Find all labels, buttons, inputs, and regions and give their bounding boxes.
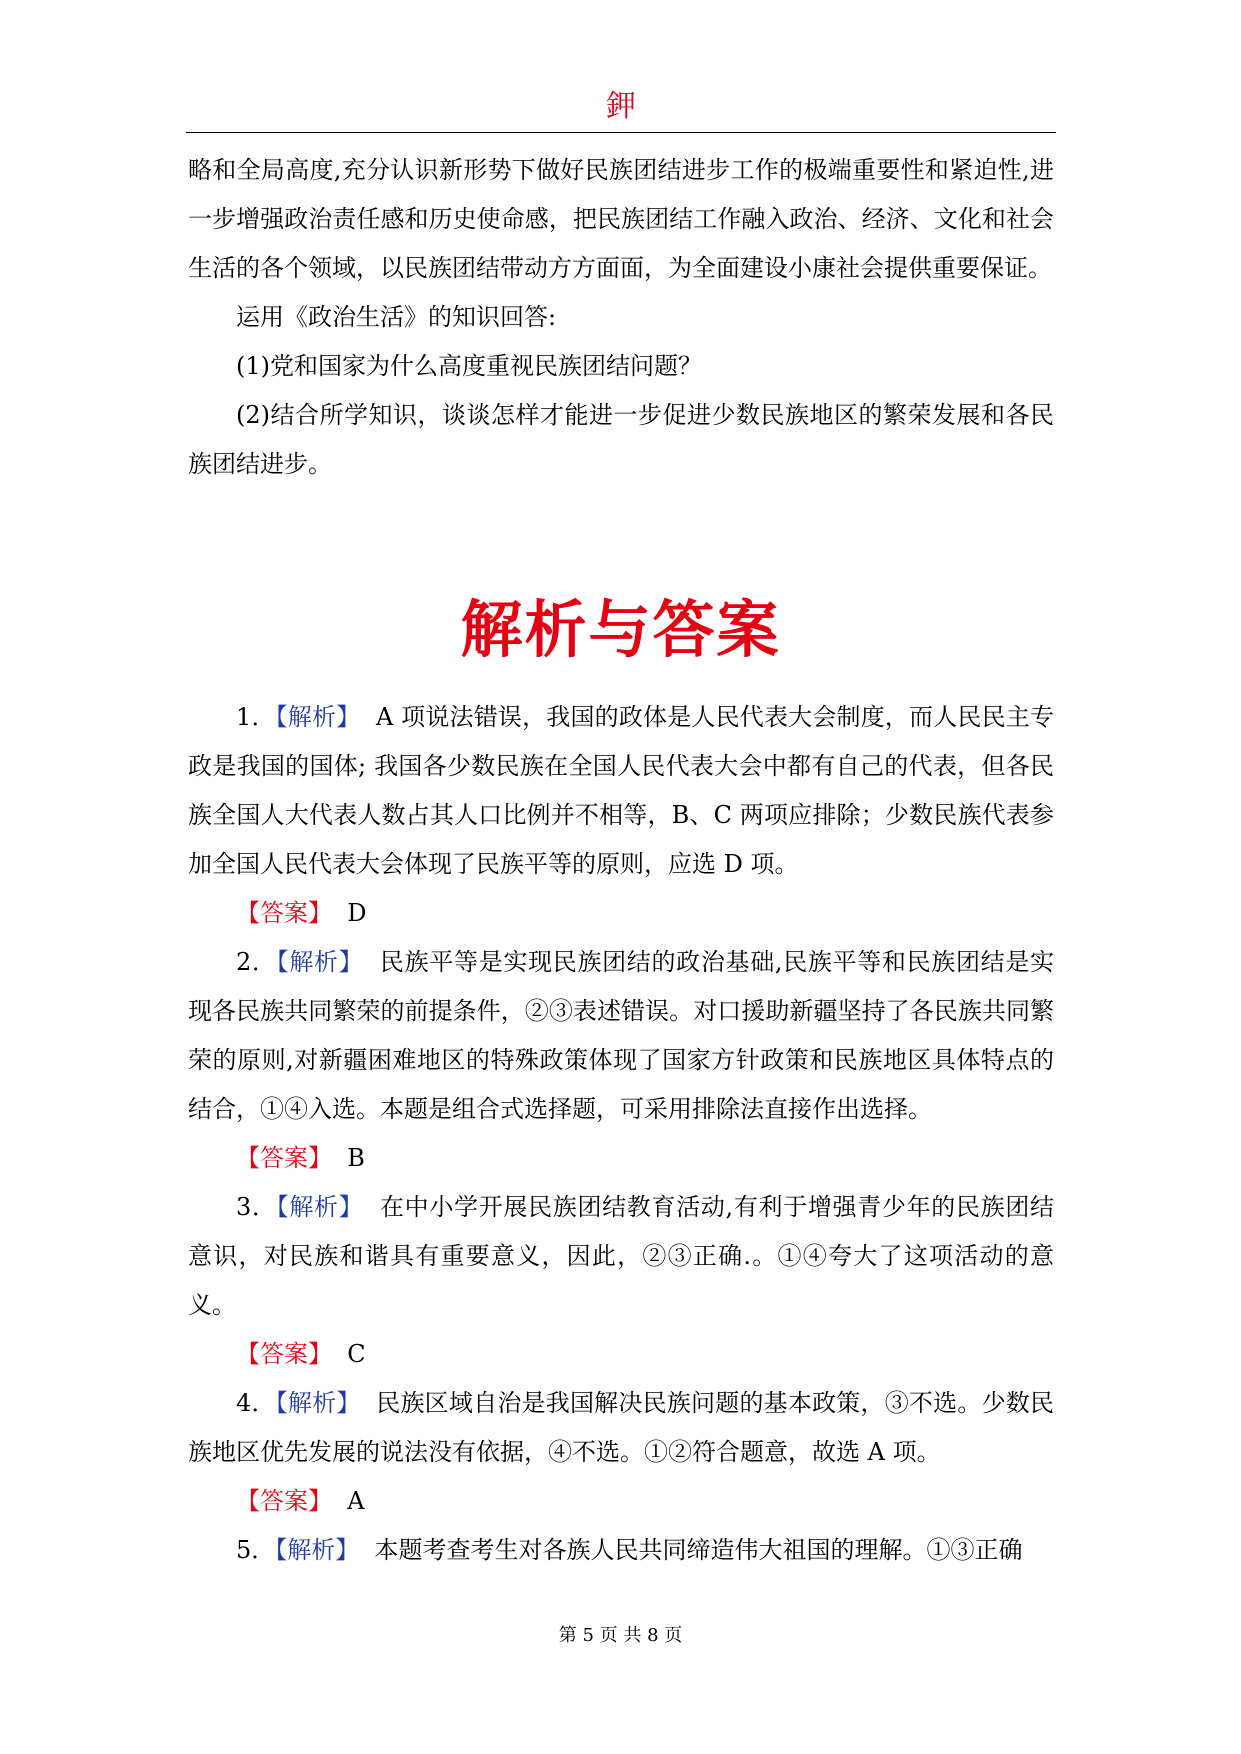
analysis-label: 【解析】: [276, 1193, 364, 1221]
analysis-label: 【解析】: [275, 1389, 361, 1417]
analysis-text: 民族平等是实现民族团结的政治基础,民族平等和民族团结是实现各民族共同繁荣的前提条件，②③表述错误。对口援助新疆坚持了各民族共同繁荣的原则,对新疆困难地区的特殊政策体现了国家方针政策和民族地区具体特点的结合，①④入选。本题是组合式选择题，可采用排除法直接作出选择。: [188, 948, 1054, 1123]
analysis-2: [188, 938, 1054, 1134]
analysis-label: 【解析】: [275, 1536, 360, 1564]
intro-instruction: 运用《政治生活》的知识回答:: [236, 303, 557, 331]
answer-2: [188, 1134, 1054, 1183]
answer-label: 【答案】: [236, 899, 332, 927]
answer-label: 【答案】: [236, 1144, 332, 1172]
intro-section: [188, 146, 1054, 489]
analysis-4: [188, 1379, 1054, 1477]
item-number: 2．: [236, 948, 277, 976]
analysis-text: 民族区域自治是我国解决民族问题的基本政策，③不选。少数民族地区优先发展的说法没有依据，④不选。①②符合题意，故选 A 项。: [188, 1389, 1054, 1466]
answer-value: D: [347, 899, 367, 927]
section-title: 解析与答案: [460, 593, 781, 666]
item-number: 3．: [236, 1193, 277, 1221]
answer-1: [188, 889, 1054, 938]
answer-label: 【答案】: [236, 1487, 332, 1515]
analysis-text: 本题考查考生对各族人民共同缔造伟大祖国的理解。①③正确: [374, 1536, 1023, 1564]
question-2: (2)结合所学知识，谈谈怎样才能进一步促进少数民族地区的繁荣发展和各民族团结进步。: [188, 401, 1054, 478]
analysis-5: [188, 1526, 1054, 1575]
analysis-label: 【解析】: [276, 948, 364, 976]
answers-section: [188, 693, 1054, 1575]
header-logo: 鉀: [606, 89, 636, 124]
answer-value: A: [347, 1487, 365, 1515]
analysis-text: A 项说法错误，我国的政体是人民代表大会制度，而人民民主专政是我国的国体; 我国各少数民族在全国人民代表大会中都有自己的代表，但各民族全国人大代表人数占其人口比例并不相等，B、C 两项应排除；少数民族代表参加全国人民代表大会体现了民族平等的原则，应选 D 项。: [188, 703, 1054, 878]
answer-label: 【答案】: [236, 1340, 332, 1368]
page-footer: 第 5 页 共 8 页: [558, 1625, 683, 1646]
answer-value: B: [347, 1144, 365, 1172]
page-header: [186, 82, 1056, 133]
analysis-1: [188, 693, 1054, 889]
intro-continuation: 略和全局高度,充分认识新形势下做好民族团结进步工作的极端重要性和紧迫性,进一步增强政治责任感和历史使命感，把民族团结工作融入政治、经济、文化和社会生活的各个领域，以民族团结带动方方面面，为全面建设小康社会提供重要保证。: [188, 156, 1054, 282]
answer-value: C: [347, 1340, 366, 1368]
analysis-3: [188, 1183, 1054, 1330]
question-1: (1)党和国家为什么高度重视民族团结问题？: [236, 352, 702, 380]
item-number: 4．: [236, 1389, 276, 1417]
answer-3: [188, 1330, 1054, 1379]
item-number: 1．: [236, 703, 276, 731]
analysis-label: 【解析】: [275, 703, 361, 731]
item-number: 5．: [236, 1536, 276, 1564]
analysis-text: 在中小学开展民族团结教育活动,有利于增强青少年的民族团结意识，对民族和谐具有重要意义，因此，②③正确.。①④夸大了这项活动的意义。: [188, 1193, 1054, 1319]
answer-4: [188, 1477, 1054, 1526]
